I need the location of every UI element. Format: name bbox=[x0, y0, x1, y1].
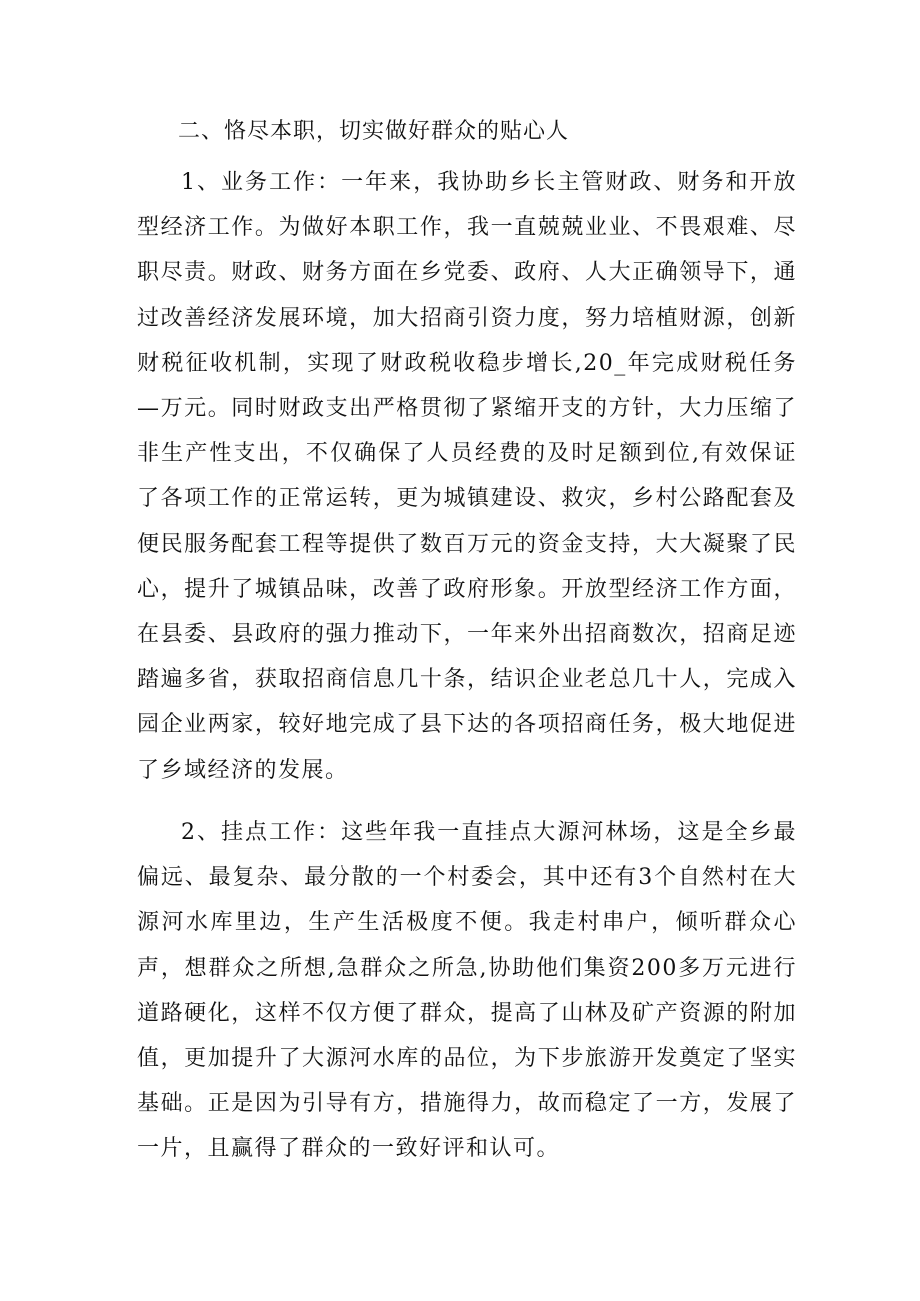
paragraph-liaison-work: 2、挂点工作：这些年我一直挂点大源河林场，这是全乡最偏远、最复杂、最分散的一个村委会，其中还有3个自然村在大源河水库里边，生产生活极度不便。我走村串户，倾听群众心声，想群众之所想,急群众之所急,协助他们集资200多万元进行道路硬化，这样不仅方便了群众，提高了山林及矿产资源的附加值，更加提升了大源河水库的品位，为下步旅游开发奠定了坚实基础。正是因为引导有方，措施得力，故而稳定了一方，发展了一片，且赢得了群众的一致好评和认可。 bbox=[137, 820, 797, 1162]
paragraph-business-work: 1、业务工作：一年来，我协助乡长主管财政、财务和开放型经济工作。为做好本职工作，我一直兢兢业业、不畏艰难、尽职尽责。财政、财务方面在乡党委、政府、人大正确领导下，通过改善经济发展环境，加大招商引资力度，努力培植财源，创新财税征收机制，实现了财政税收稳步增长,20_年完成财税任务—万元。同时财政支出严格贯彻了紧缩开支的方针，大力压缩了非生产性支出，不仅确保了人员经费的及时足额到位,有效保证了各项工作的正常运转，更为城镇建设、救灾，乡村公路配套及便民服务配套工程等提供了数百万元的资金支持，大大凝聚了民心，提升了城镇品味，改善了政府形象。开放型经济工作方面，在县委、县政府的强力推动下，一年来外出招商数次，招商足迹踏遍多省，获取招商信息几十条，结识企业老总几十人，完成入园企业两家，较好地完成了县下达的各项招商任务，极大地促进了乡域经济的发展。 bbox=[137, 170, 797, 783]
section-heading: 二、恪尽本职，切实做好群众的贴心人 bbox=[178, 119, 570, 144]
